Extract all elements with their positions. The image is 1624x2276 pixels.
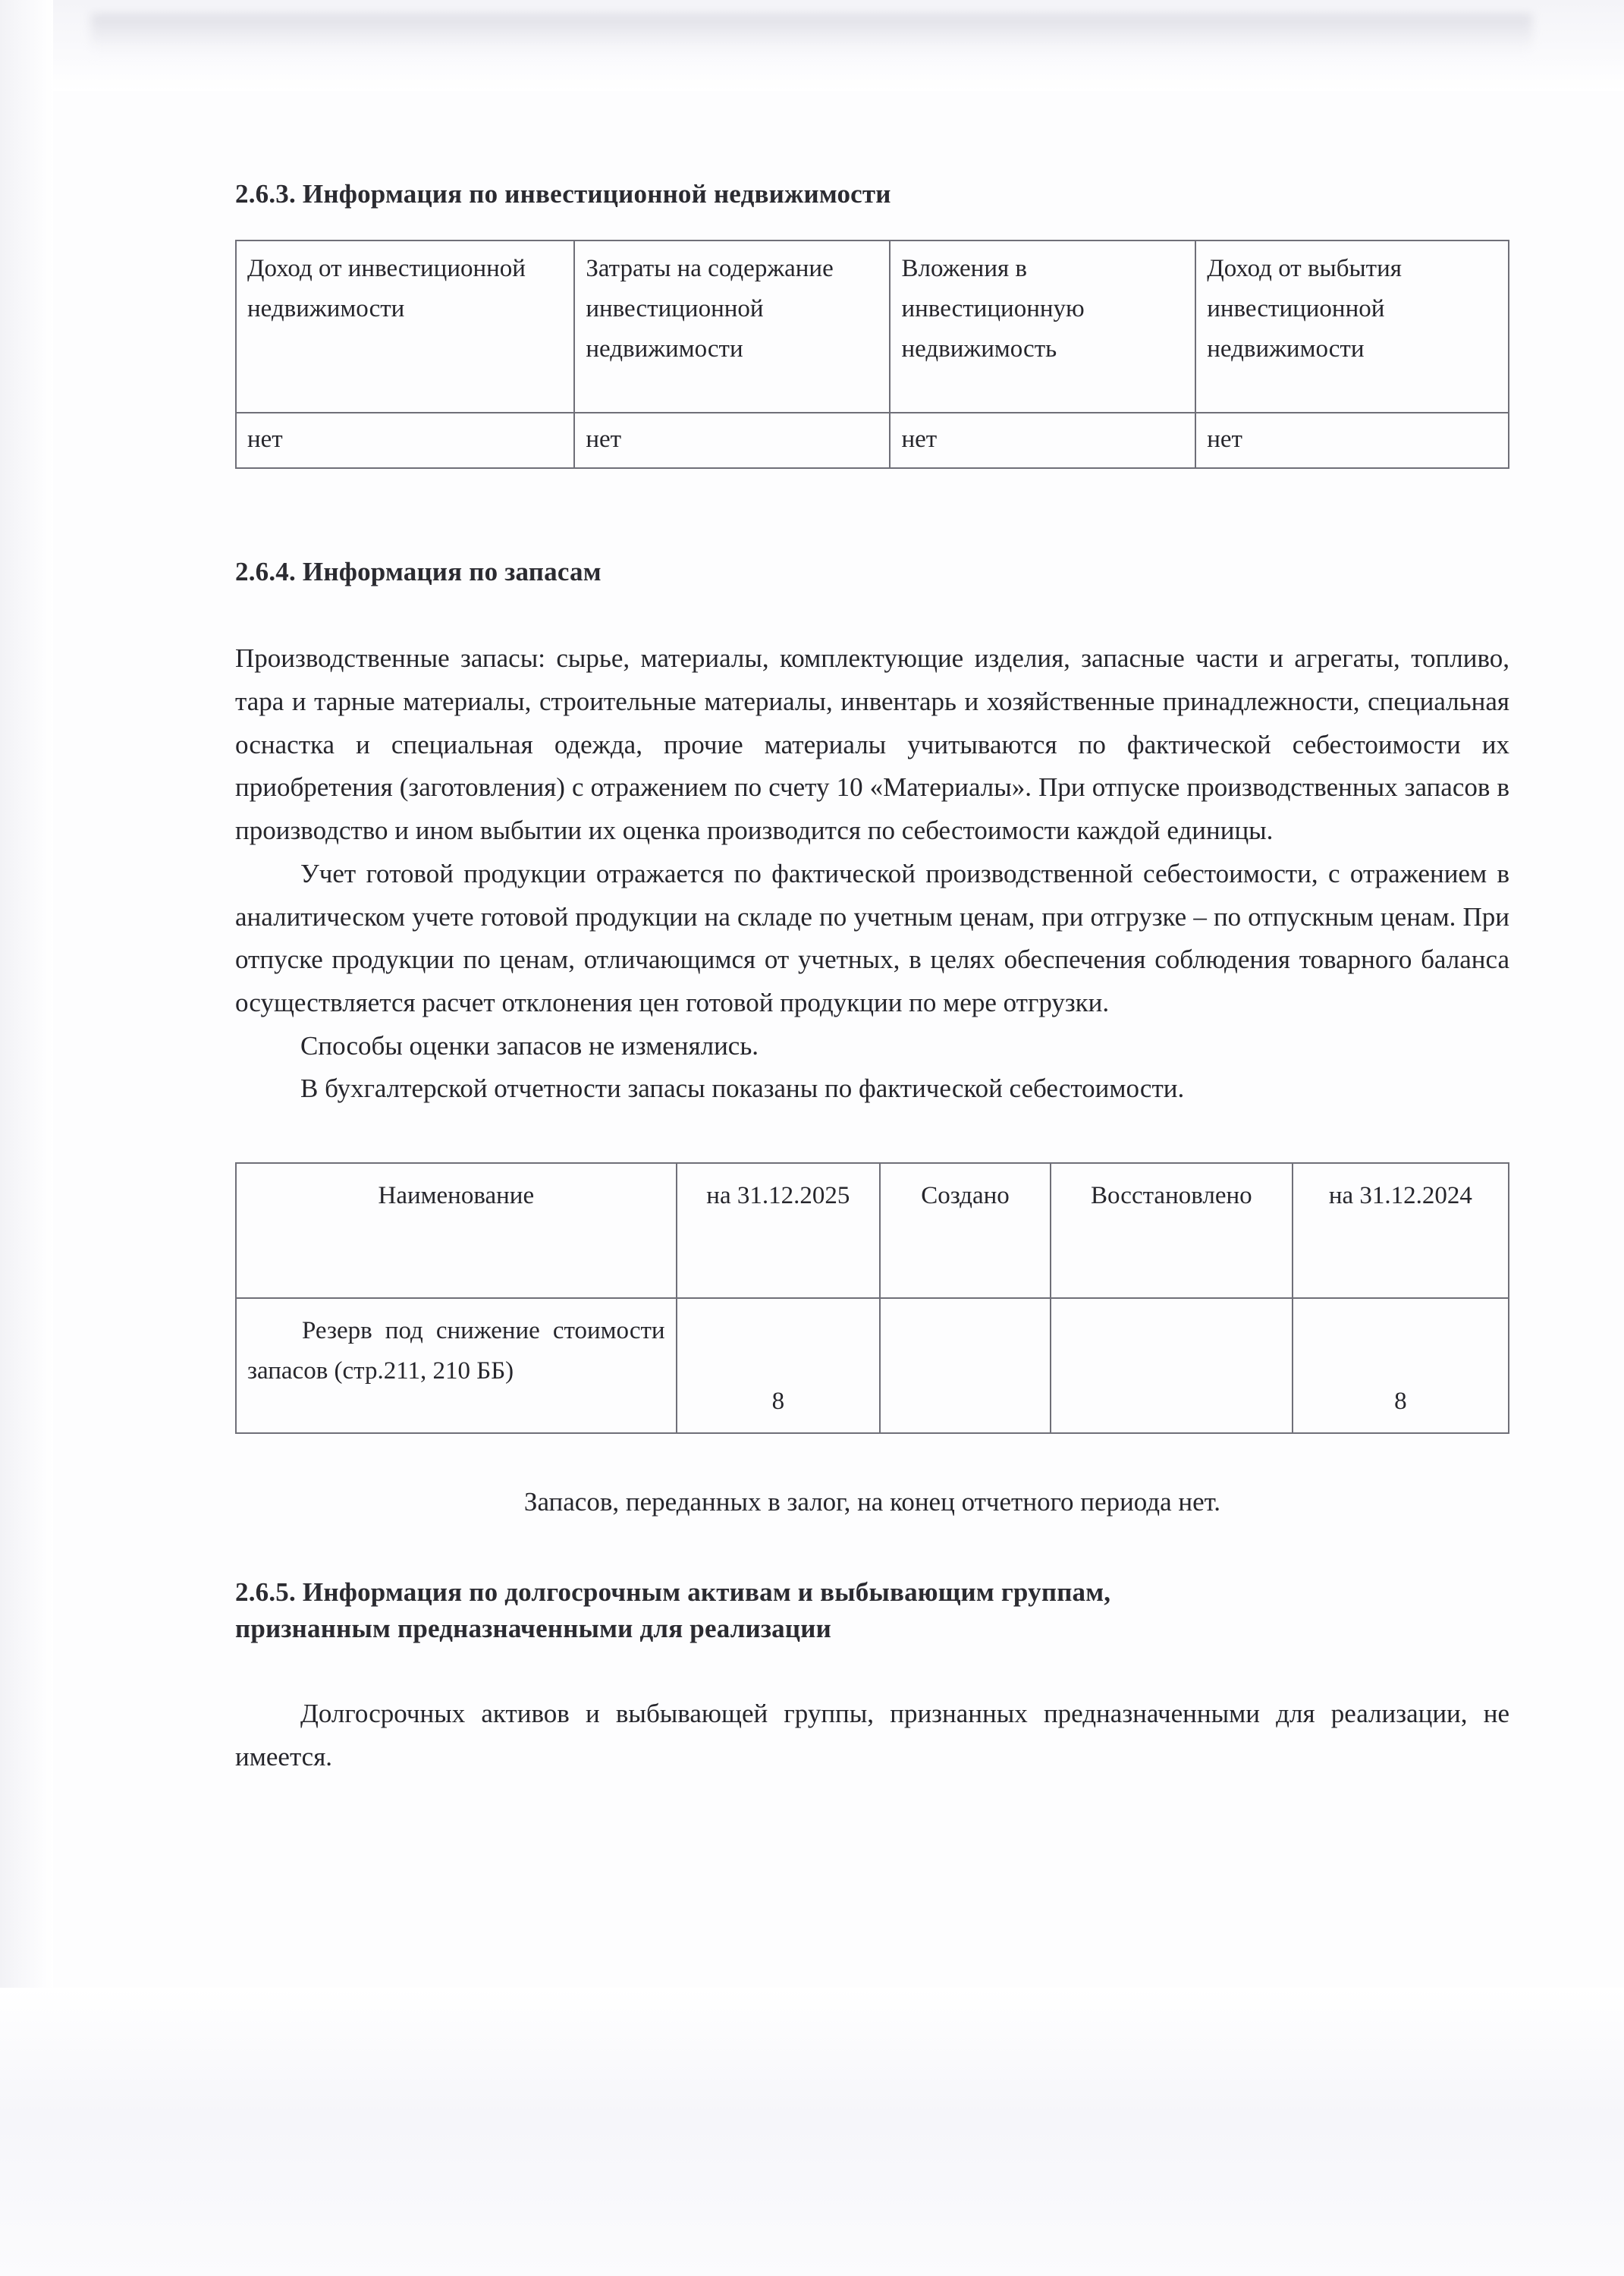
invest-value-investments: нет — [890, 413, 1195, 468]
paragraph-valuation-unchanged: Способы оценки запасов не изменялись. — [300, 1030, 759, 1061]
reserve-row-created — [880, 1298, 1051, 1433]
reserve-row-closing: 8 — [1293, 1298, 1509, 1433]
paragraph-no-long-term-assets: Долгосрочных активов и выбывающей группы, признанных предназначенными для реализации, не имеется. — [235, 1699, 1509, 1771]
spacer-after-invest-table — [235, 469, 1509, 554]
invest-header-disposal-income: Доход от выбытия инвестиционной недвижимости — [1195, 240, 1509, 413]
investment-property-table — [235, 240, 1509, 469]
spacer-before-reserve-table — [235, 1111, 1509, 1162]
spacer-after-reserve-table — [235, 1434, 1509, 1481]
paragraph-reported-at-actual-cost: В бухгалтерской отчетности запасы показаны по фактической себестоимости. — [300, 1074, 1185, 1104]
heading-2-6-5-line-2: признанным предназначенными для реализации — [235, 1613, 831, 1643]
table-row — [236, 1298, 1509, 1433]
spacer-top — [235, 0, 1509, 176]
reserve-header-at-2025: на 31.12.2025 — [677, 1163, 880, 1298]
reserve-row-opening: 8 — [677, 1298, 880, 1433]
heading-2-6-4: 2.6.4. Информация по запасам — [235, 557, 602, 587]
spacer-after-note — [235, 1524, 1509, 1574]
reserve-header-restored: Восстановлено — [1051, 1163, 1293, 1298]
reserve-header-at-2024: на 31.12.2024 — [1293, 1163, 1509, 1298]
table-row-header — [236, 240, 1509, 413]
table-row-header — [236, 1163, 1509, 1298]
paragraph-finished-goods: Учет готовой продукции отражается по фактической производственной себестоимости, с отражением в аналитическом учете готовой продукции на складе по учетным ценам, при отгрузке – по отпускным ценам. При отпуске продукции по ценам, отличающимся от учетных, в целях обеспечения соблюдения товарного баланса осуществляется расчет отклонения цен готовой продукции по мере отгрузки. — [235, 858, 1509, 1017]
reserve-header-name: Наименование — [236, 1163, 677, 1298]
page-content — [235, 0, 1509, 1779]
scan-tint-bottom — [0, 1988, 1624, 2276]
paragraph-inventory-accounting: Производственные запасы: сырье, материалы, комплектующие изделия, запасные части и агрегаты, топливо, тара и тарные материалы, строительные материалы, инвентарь и хозяйственные принадлежности, специальная оснастка и специальная одежда, прочие материалы учитываются по фактической себестоимости их приобретения (заготовления) с отражением по счету 10 «Материалы». При отпуске производственных запасов в производство и ином выбытии их оценка производится по себестоимости каждой единицы. — [235, 643, 1509, 846]
invest-header-income: Доход от инвестиционной недвижимости — [236, 240, 574, 413]
reserve-header-created: Создано — [880, 1163, 1051, 1298]
spacer-after-heading-264 — [235, 590, 1509, 637]
heading-2-6-3: 2.6.3. Информация по инвестиционной недвижимости — [235, 179, 891, 209]
reserve-row-restored — [1051, 1298, 1293, 1433]
invest-header-investments: Вложения в инвестиционную недвижимость — [890, 240, 1195, 413]
note-no-pledged-inventory: Запасов, переданных в залог, на конец отчетного периода нет. — [523, 1486, 1221, 1517]
heading-2-6-5-line-1: 2.6.5. Информация по долгосрочным активам и выбывающим группам, — [235, 1577, 1111, 1607]
invest-value-maintenance-costs: нет — [574, 413, 890, 468]
invest-value-income: нет — [236, 413, 574, 468]
spacer-after-heading-263 — [235, 212, 1509, 240]
reserve-row-name: Резерв под снижение стоимости запасов (стр.211, 210 ББ) — [236, 1298, 677, 1433]
spacer-after-heading-265 — [235, 1647, 1509, 1693]
scan-tint-left — [0, 0, 53, 2276]
invest-header-maintenance-costs: Затраты на содержание инвестиционной недвижимости — [574, 240, 890, 413]
table-row — [236, 413, 1509, 468]
invest-value-disposal-income: нет — [1195, 413, 1509, 468]
inventory-reserve-table — [235, 1162, 1509, 1434]
